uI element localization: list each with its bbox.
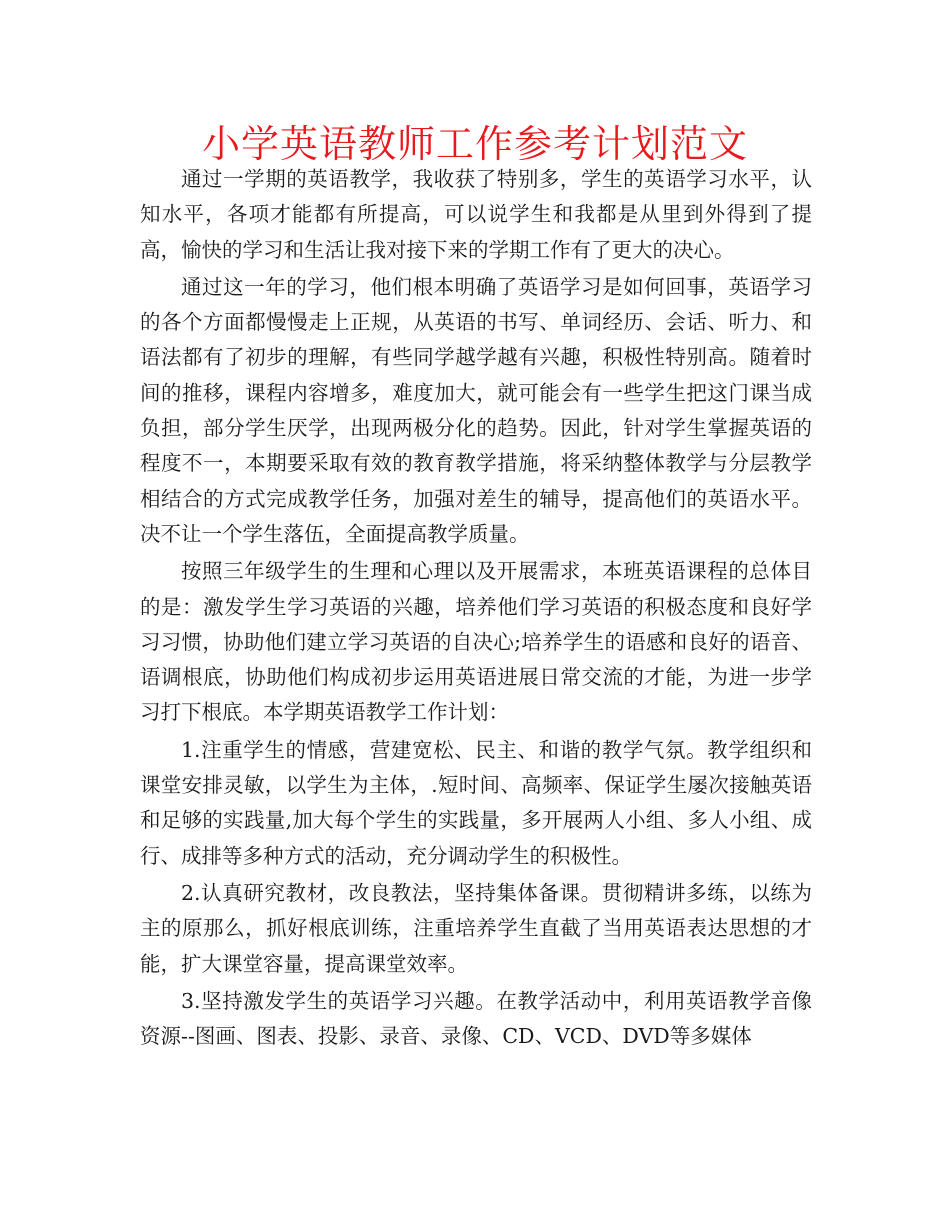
paragraph: 1.注重学生的情感，营建宽松、民主、和谐的教学气氛。教学组织和课堂安排灵敏，以学生为主体，.短时间、高频率、保证学生屡次接触英语和足够的实践量,加大每个学生的实践量，多开展两人小组、多人小组、成行、成排等多种方式的活动，充分调动学生的积极性。	[140, 737, 812, 868]
paragraph: 3.坚持激发学生的英语学习兴趣。在教学活动中，利用英语教学音像资源--图画、图表、投影、录音、录像、CD、VCD、DVD等多媒体	[140, 988, 812, 1049]
paragraph: 2.认真研究教材，改良教法，坚持集体备课。贯彻精讲多练，以练为主的原那么，抓好根底训练，注重培养学生直截了当用英语表达思想的才能，扩大课堂容量，提高课堂效率。	[140, 880, 812, 976]
paragraph: 通过这一年的学习，他们根本明确了英语学习是如何回事，英语学习的各个方面都慢慢走上正规，从英语的书写、单词经历、会话、听力、和语法都有了初步的理解，有些同学越学越有兴趣，积极性特别高。随着时间的推移，课程内容增多，难度加大，就可能会有一些学生把这门课当成负担，部分学生厌学，出现两极分化的趋势。因此，针对学生掌握英语的程度不一，本期要采取有效的教育教学措施，将采纳整体教学与分层教学相结合的方式完成教学任务，加强对差生的辅导，提高他们的英语水平。决不让一个学生落伍，全面提高教学质量。	[140, 274, 812, 546]
paragraph: 按照三年级学生的生理和心理以及开展需求，本班英语课程的总体目的是：激发学生学习英语的兴趣，培养他们学习英语的积极态度和良好学习习惯，协助他们建立学习英语的自决心;培养学生的语感和良好的语音、语调根底，协助他们构成初步运用英语进展日常交流的才能，为进一步学习打下根底。本学期英语教学工作计划：	[140, 559, 812, 725]
document-body	[140, 162, 812, 1056]
document-title: 小学英语教师工作参考计划范文	[201, 122, 748, 166]
paragraph: 通过一学期的英语教学，我收获了特别多，学生的英语学习水平，认知水平，各项才能都有所提高，可以说学生和我都是从里到外得到了提高，愉快的学习和生活让我对接下来的学期工作有了更大的决心。	[140, 167, 812, 262]
